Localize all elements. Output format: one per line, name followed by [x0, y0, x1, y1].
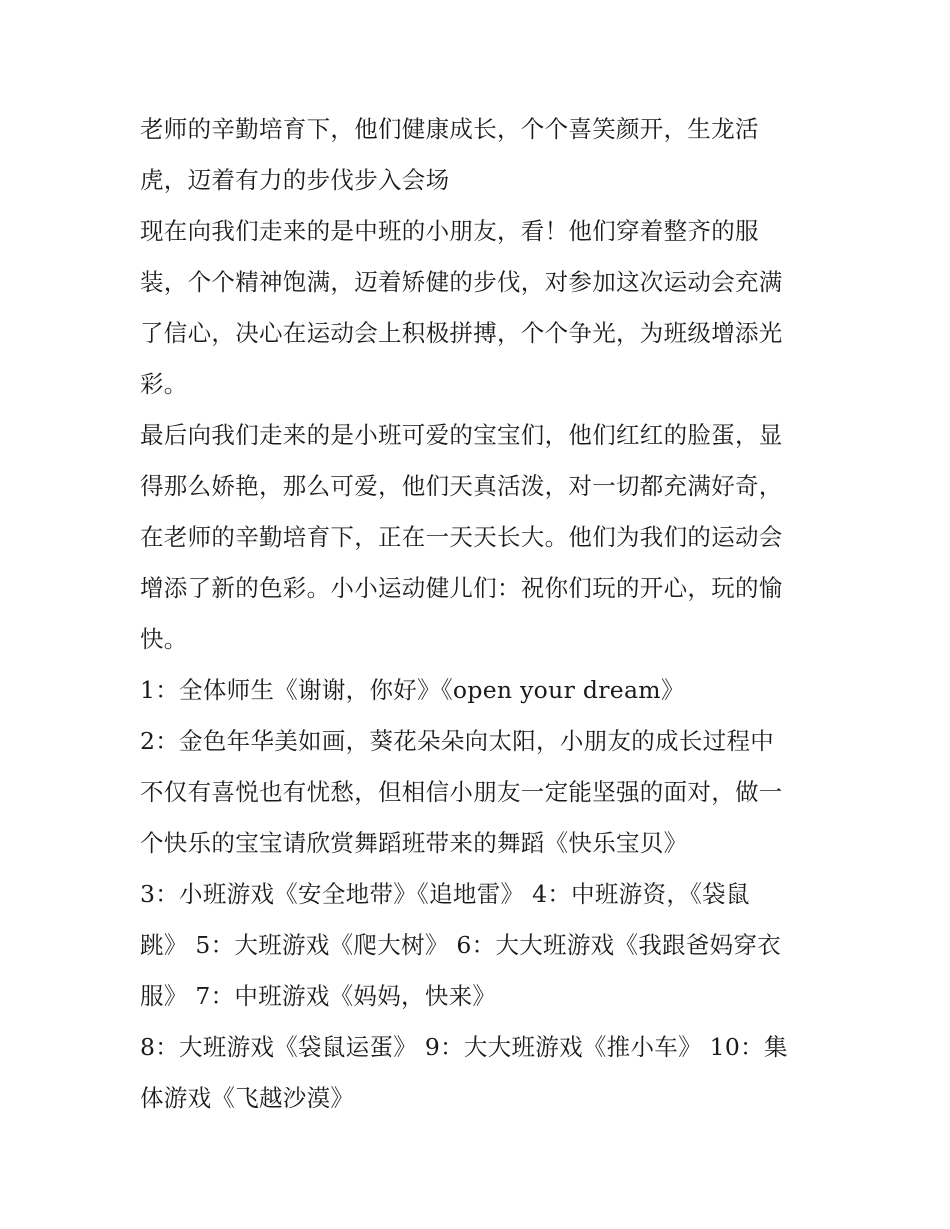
- text-line: 不仅有喜悦也有忧愁，但相信小朋友一定能坚强的面对，做一: [140, 778, 783, 806]
- text-line: 2：金色年华美如画，葵花朵朵向太阳，小朋友的成长过程中: [140, 727, 775, 755]
- text-line: 在老师的辛勤培育下，正在一天天长大。他们为我们的运动会: [140, 523, 783, 551]
- text-line: 最后向我们走来的是小班可爱的宝宝们，他们红红的脸蛋，显: [140, 421, 783, 449]
- text-line: 个快乐的宝宝请欣赏舞蹈班带来的舞蹈《快乐宝贝》: [140, 829, 688, 857]
- text-line: 8：大班游戏《袋鼠运蛋》 9：大大班游戏《推小车》 10：集: [140, 1033, 788, 1061]
- text-line: 服》 7：中班游戏《妈妈，快来》: [140, 982, 497, 1010]
- text-line: 彩。: [140, 370, 188, 398]
- text-line: 现在向我们走来的是中班的小朋友，看！他们穿着整齐的服: [140, 217, 759, 245]
- text-line: 3：小班游戏《安全地带》《追地雷》 4：中班游资，《袋鼠: [140, 880, 750, 908]
- text-line: 虎，迈着有力的步伐步入会场: [140, 166, 450, 194]
- text-line: 跳》 5：大班游戏《爬大树》 6：大大班游戏《我跟爸妈穿衣: [140, 931, 782, 959]
- text-line: 增添了新的色彩。小小运动健儿们：祝你们玩的开心，玩的愉: [140, 574, 783, 602]
- text-line: 了信心，决心在运动会上积极拼搏，个个争光，为班级增添光: [140, 319, 783, 347]
- text-line: 1：全体师生《谢谢，你好》《open your dream》: [140, 676, 685, 704]
- text-line: 老师的辛勤培育下，他们健康成长，个个喜笑颜开，生龙活: [140, 115, 759, 143]
- text-line: 得那么娇艳，那么可爱，他们天真活泼，对一切都充满好奇，: [140, 472, 783, 500]
- text-line: 快。: [140, 625, 188, 653]
- document-body: [140, 104, 820, 1124]
- text-line: 装，个个精神饱满，迈着矫健的步伐，对参加这次运动会充满: [140, 268, 783, 296]
- text-line: 体游戏《飞越沙漠》: [140, 1084, 355, 1112]
